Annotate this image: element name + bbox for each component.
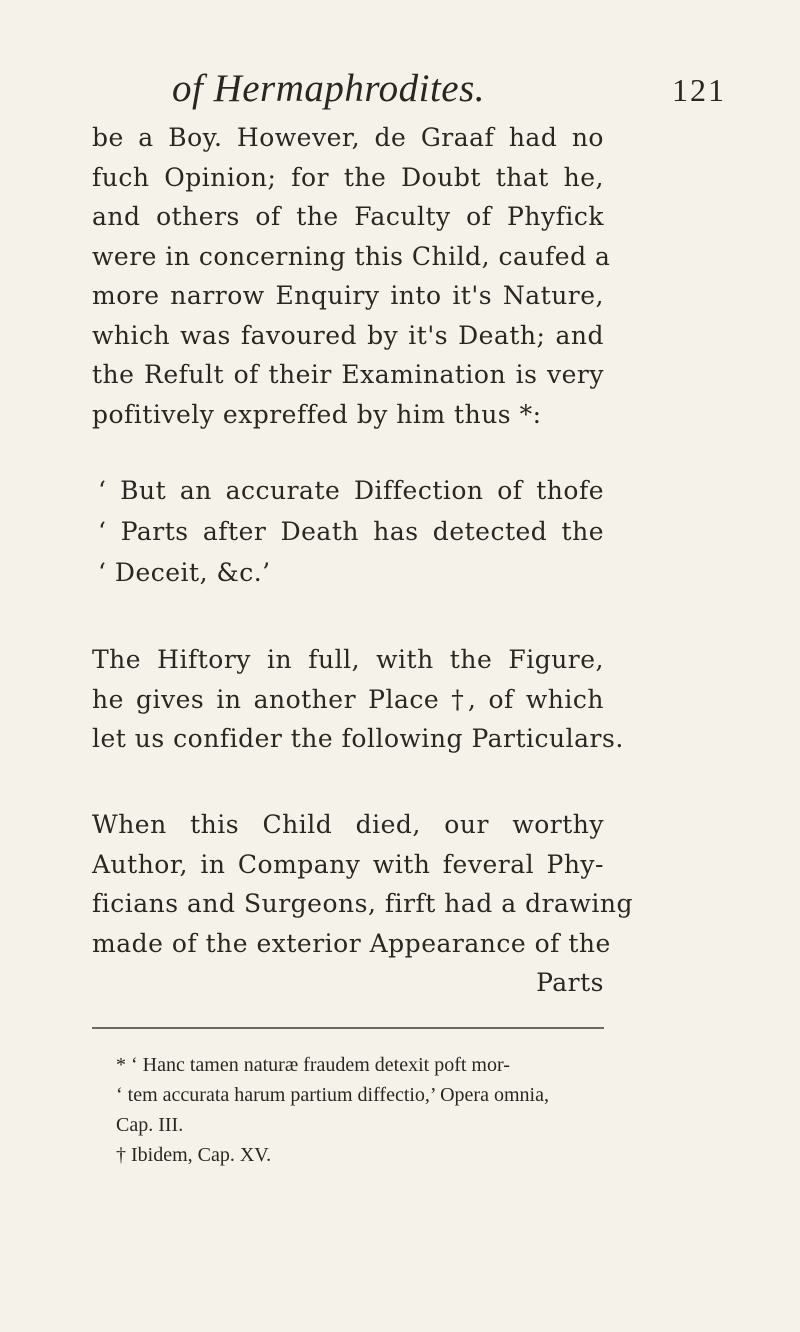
text-line: made of the exterior Appearance of the [92, 928, 611, 958]
page-number: 121 [672, 72, 726, 108]
catchword: Parts [536, 968, 604, 997]
quote-line: ‘ Deceit, &c.’ [98, 558, 271, 587]
text-line: ficians and Surgeons, firft had a drawing [92, 889, 633, 918]
text-line: When this Child died, our worthy [92, 810, 604, 839]
text-line: The Hiftory in full, with the Figure, [92, 645, 604, 674]
footnote-line: † Ibidem, Cap. XV. [116, 1144, 272, 1166]
footnote-line: Cap. III. [116, 1114, 184, 1136]
footnotes [116, 1050, 606, 1170]
paragraph-2 [92, 640, 624, 759]
text-line: and others of the Faculty of Phyfick [92, 202, 604, 231]
block-quote [98, 470, 604, 593]
text-line: he gives in another Place †, of which [92, 684, 604, 714]
text-line: let us confider the following Particulars. [92, 724, 624, 753]
paragraph-3 [92, 805, 633, 1003]
page-header [172, 66, 726, 112]
running-head: of Hermaphrodites. [172, 67, 486, 110]
text-line: which was favoured by it's Death; and [92, 320, 604, 350]
text-line: the Refult of their Examination is very [92, 360, 604, 389]
footnote-line: ‘ tem accurata harum partium diffectio,’ Opera omnia, [116, 1084, 549, 1106]
footnote-line: * ‘ Hanc tamen naturæ fraudem detexit poft mor- [116, 1054, 510, 1076]
paragraph-1 [92, 118, 611, 434]
quote-line: ‘ Parts after Death has detected the [98, 517, 604, 546]
footnote-rule [92, 1027, 604, 1029]
text-line: pofitively expreffed by him thus *: [92, 399, 542, 429]
text-line: more narrow Enquiry into it's Nature, [92, 281, 604, 310]
text-line: Author, in Company with feveral Phy- [92, 849, 604, 879]
text-line: fuch Opinion; for the Doubt that he, [92, 162, 604, 192]
text-line: were in concerning this Child, caufed a [92, 241, 611, 271]
text-line: be a Boy. However, de Graaf had no [92, 123, 604, 152]
quote-line: ‘ But an accurate Diffection of thofe [98, 476, 604, 505]
